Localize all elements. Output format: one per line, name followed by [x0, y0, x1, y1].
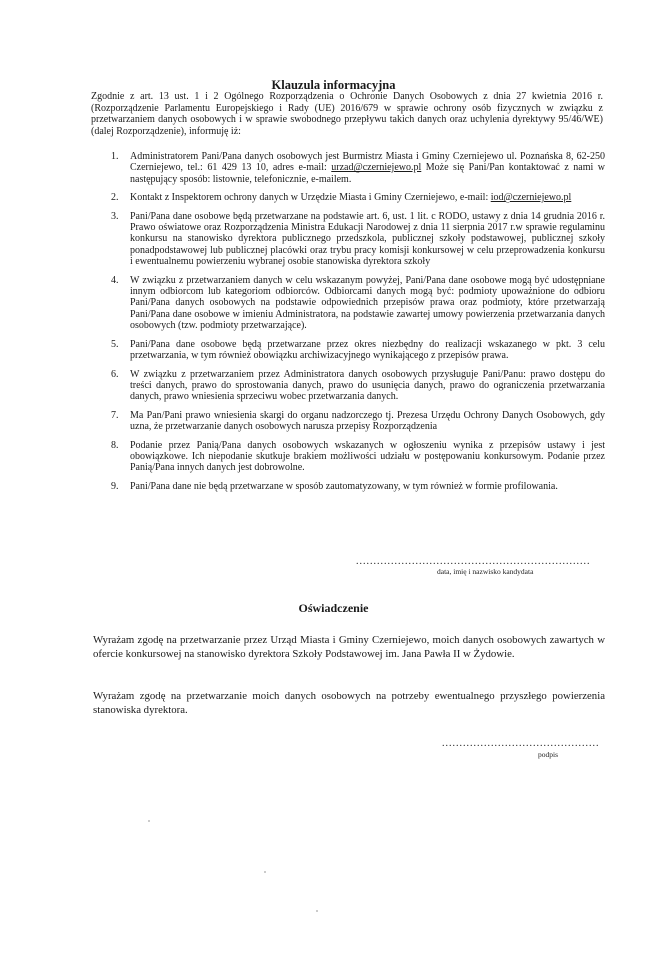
item-text: Pani/Pana dane osobowe będą przetwarzane przez okres niezbędny do realizacji wskazanego w pkt. 3 celu przetwarzania, w tym również obowiązku archiwizacyjnego wynikającego z przepisów prawa. [130, 338, 605, 362]
candidate-signature-caption: data, imię i nazwisko kandydata [437, 567, 534, 576]
list-item [111, 410, 605, 433]
item-text-after: Może się Pani/Pan kontaktować z nami w następujący sposób: listownie, telefonicznie, e-mailem. [130, 162, 606, 185]
list-item [111, 440, 605, 474]
signature-caption: podpis [538, 750, 559, 759]
declaration-paragraph-1: Wyrażam zgodę na przetwarzanie przez Urząd Miasta i Gminy Czerniejewo, moich danych osobowych zawartych w ofercie konkursowej na stanowisko dyrektora Szkoły Podstawowej im. Jana Pawła II w Żydowie. [93, 634, 605, 660]
item-number: 9. [111, 480, 119, 492]
list-item [111, 192, 605, 203]
list-item [111, 151, 605, 185]
clause-title: Klauzula informacyjna [271, 78, 396, 92]
scan-speck [264, 871, 266, 873]
item-number: 2. [111, 192, 119, 204]
email-link[interactable]: urzad@czerniejewo.pl [331, 162, 422, 174]
item-text: Podanie przez Panią/Pana danych osobowych wskazanych w ogłoszeniu wynika z przepisów ustawy i jest obowiązkowe. Ich niepodanie skutkuje brakiem możliwości udziału w postępowaniu konkursowym. Podanie przez Panią/Pana innych danych jest dobrowolne. [130, 439, 605, 474]
list-item [111, 211, 605, 268]
email-link[interactable]: iod@czerniejewo.pl [490, 192, 572, 204]
scan-speck [316, 910, 318, 912]
item-text: Administratorem Pani/Pana danych osobowych jest Burmistrz Miasta i Gminy Czerniejewo ul. Poznańska 8, 62-250 Czerniejewo, tel.: 61 429 13 10, adres e-mail: [130, 151, 605, 174]
list-item [111, 481, 605, 492]
candidate-signature-line: ................................................................... [356, 556, 591, 567]
item-text: Ma Pan/Pani prawo wniesienia skargi do organu nadzorczego tj. Prezesa Urzędu Ochrony Danych Osobowych, gdy uzna, że przetwarzanie danych osobowych narusza przepisy Rozporządzenia [130, 409, 605, 433]
item-number: 4. [111, 274, 119, 286]
item-text: W związku z przetwarzaniem danych w celu wskazanym powyżej, Pani/Pana dane osobowe mogą być udostępniane innym odbiorcom lub kategoriom odbiorców. Odbiorcami danych mogą być: podmioty upoważnione do odbioru Pani/Pana danych osobowych na podstawie odpowiednich przepisów prawa oraz podmioty, które przetwarzają Pani/Pana dane osobowe w imieniu Administratora, na podstawie zawartej umowy powierzenia przetwarzania danych osobowych (tzw. podmioty przetwarzające). [130, 274, 605, 332]
declaration-paragraph-2: Wyrażam zgodę na przetwarzanie moich danych osobowych na potrzeby ewentualnego przyszłego powierzenia stanowiska dyrektora. [93, 690, 605, 716]
item-text: W związku z przetwarzaniem przez Administratora danych osobowych przysługuje Pani/Panu: prawo dostępu do treści danych, prawo do sprostowania danych, prawo do usunięcia danych, prawo do ograniczenia przetwarzania danych, prawo wniesienia sprzeciwu wobec przetwarzania danych. [130, 368, 605, 403]
item-text: Kontakt z Inspektorem ochrony danych w Urzędzie Miasta i Gminy Czerniejewo, e-mail: [130, 192, 489, 204]
list-item [111, 339, 605, 362]
scan-speck [148, 820, 150, 822]
list-item [111, 275, 605, 332]
item-number: 3. [111, 210, 119, 222]
signature-line: ............................................. [442, 738, 600, 749]
list-item [111, 369, 605, 403]
clause-list [111, 151, 605, 499]
item-number: 5. [111, 338, 119, 350]
item-text: Pani/Pana dane osobowe będą przetwarzane na podstawie art. 6, ust. 1 lit. c RODO, ustawy z dnia 14 grudnia 2016 r. Prawo oświatowe oraz Rozporządzenia Ministra Edukacji Narodowej z dnia 11 sierpnia 2017 r.w sprawie regulaminu konkursu na stanowisko dyrektora publicznego przedszkola, publicznej szkoły podstawowej, publicznej szkoły ponadpodstawowej lub publicznej placówki oraz trybu pracy komisji konkursowej w celu przeprowadzenia konkursu i ewentualnemu powierzeniu wybranej osobie stanowiska dyrektora szkoły [130, 210, 605, 268]
item-number: 8. [111, 439, 119, 451]
item-number: 7. [111, 409, 119, 421]
clause-intro: Zgodnie z art. 13 ust. 1 i 2 Ogólnego Rozporządzenia o Ochronie Danych Osobowych z dnia 27 kwietnia 2016 r. (Rozporządzenie Parlamentu Europejskiego i Rady (UE) 2016/679 w sprawie ochrony osób fizycznych w związku z przetwarzaniem danych osobowych i w sprawie swobodnego przepływu takich danych oraz uchylenia dyrektywy 95/46/WE) (dalej Rozporządzenie), informuję iż: [91, 91, 603, 137]
item-number: 6. [111, 368, 119, 380]
item-number: 1. [111, 151, 119, 162]
declaration-title: Oświadczenie [298, 601, 369, 615]
item-text: Pani/Pana dane nie będą przetwarzane w sposób zautomatyzowany, w tym również w formie profilowania. [130, 480, 558, 492]
